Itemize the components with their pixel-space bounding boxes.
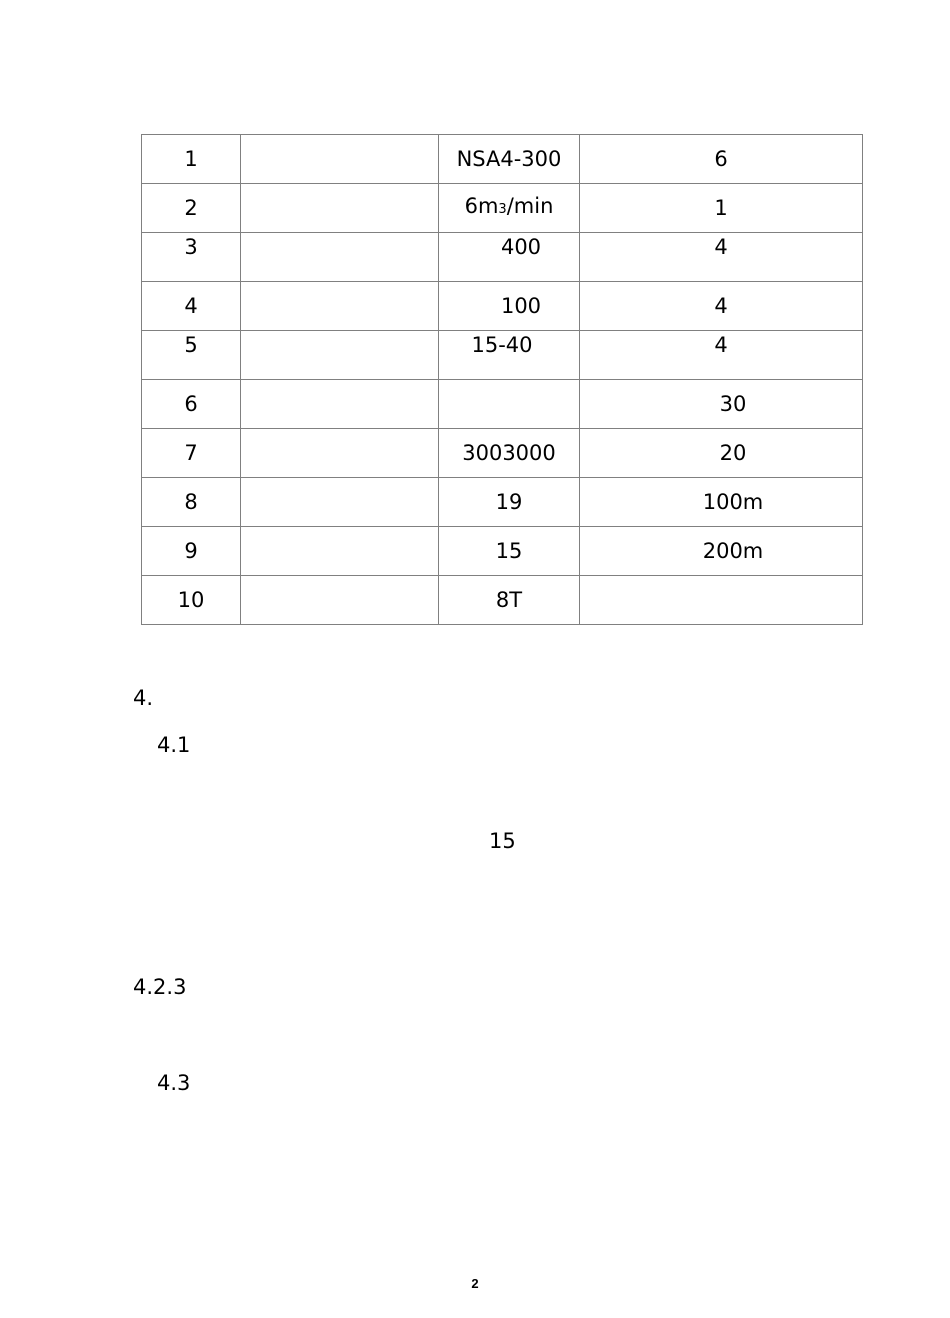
row-quantity: 6 [580,135,863,184]
spec-main: 6m [464,194,499,218]
row-quantity: 20 [580,429,863,478]
spec-subscript: 3 [498,202,507,217]
row-spec: 15-40 [439,331,580,380]
table-row [142,380,863,429]
row-number: 8 [142,478,241,527]
row-spec: 100 [439,282,580,331]
row-quantity: 4 [580,282,863,331]
row-number: 7 [142,429,241,478]
row-number: 2 [142,184,241,233]
row-name [241,135,439,184]
row-spec: 400 [439,233,580,282]
row-quantity: 200m [580,527,863,576]
table-row [142,233,863,282]
table-row [142,135,863,184]
row-number: 1 [142,135,241,184]
row-name [241,184,439,233]
table-row [142,429,863,478]
row-spec: 3003000 [439,429,580,478]
row-quantity: 4 [580,331,863,380]
table-row [142,184,863,233]
row-spec [439,184,580,233]
equipment-table [141,134,863,625]
row-quantity: 4 [580,233,863,282]
page-number: 2 [471,1276,479,1291]
section-heading-4: 4. [133,686,154,710]
section-heading-4-2-3: 4.2.3 [133,975,187,999]
row-number: 9 [142,527,241,576]
row-quantity: 30 [580,380,863,429]
row-number: 10 [142,576,241,625]
row-name [241,576,439,625]
row-name [241,282,439,331]
row-spec: 8T [439,576,580,625]
row-number: 4 [142,282,241,331]
row-spec: 19 [439,478,580,527]
row-name [241,429,439,478]
section-heading-4-1: 4.1 [157,733,191,757]
spec-tail: /min [506,194,554,218]
row-spec [439,380,580,429]
row-spec: 15 [439,527,580,576]
row-name [241,527,439,576]
table-row [142,478,863,527]
table-row [142,282,863,331]
body-value: 15 [489,829,516,853]
row-number: 5 [142,331,241,380]
row-quantity [580,576,863,625]
row-name [241,380,439,429]
row-quantity: 1 [580,184,863,233]
table-row [142,331,863,380]
row-spec: NSA4-300 [439,135,580,184]
row-name [241,233,439,282]
row-quantity: 100m [580,478,863,527]
row-number: 6 [142,380,241,429]
table-row [142,527,863,576]
row-number: 3 [142,233,241,282]
row-name [241,478,439,527]
section-heading-4-3: 4.3 [157,1071,191,1095]
table-row [142,576,863,625]
row-name [241,331,439,380]
